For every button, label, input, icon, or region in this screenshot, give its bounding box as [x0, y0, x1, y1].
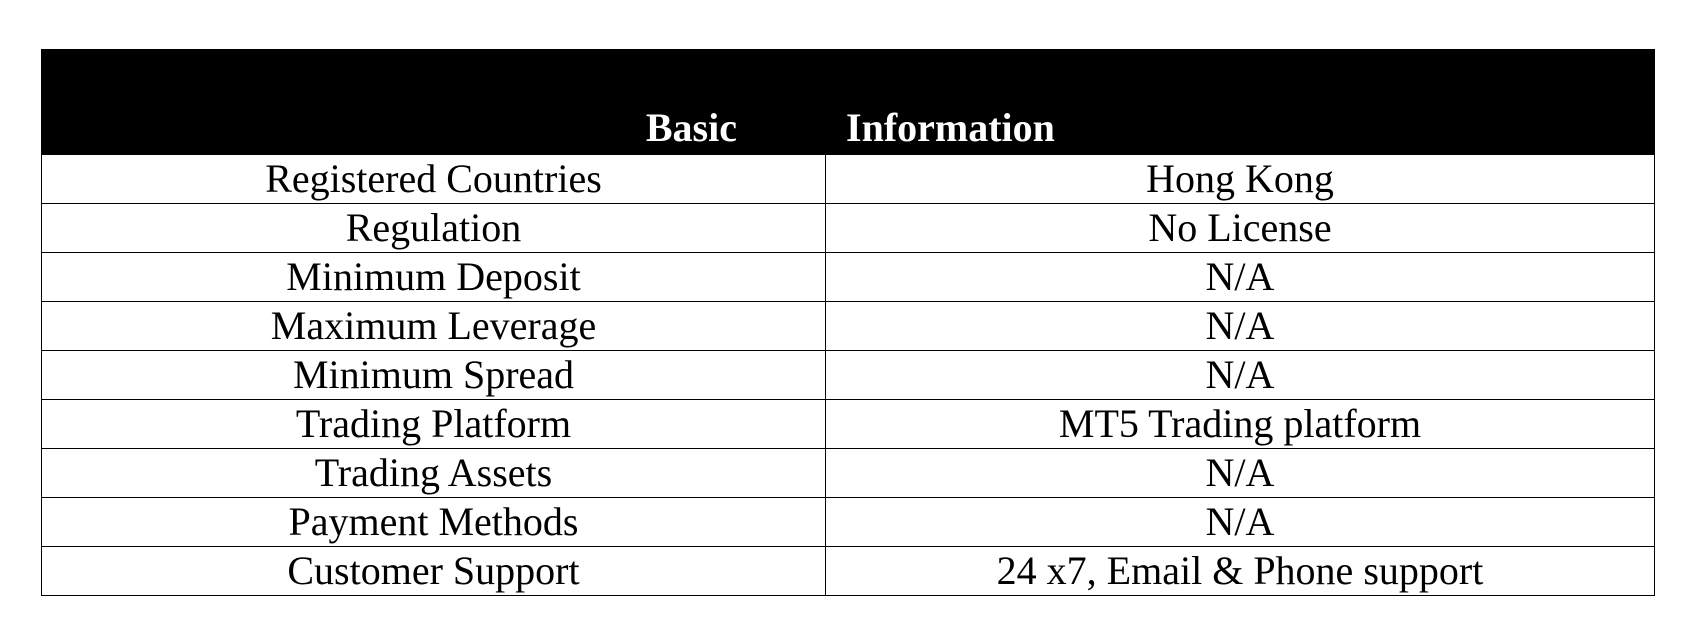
table-body	[42, 155, 1655, 596]
header-row	[42, 50, 1655, 155]
table-row	[42, 351, 1655, 400]
row-value: N/A	[826, 302, 1655, 351]
table-row	[42, 547, 1655, 596]
table-row	[42, 400, 1655, 449]
table-row	[42, 449, 1655, 498]
row-label: Minimum Spread	[42, 351, 826, 400]
row-label: Minimum Deposit	[42, 253, 826, 302]
row-value: N/A	[826, 449, 1655, 498]
table-row	[42, 302, 1655, 351]
row-label: Regulation	[42, 204, 826, 253]
header-cell-basic: Basic	[42, 50, 826, 155]
row-value: N/A	[826, 498, 1655, 547]
table-row	[42, 155, 1655, 204]
table-header	[42, 50, 1655, 155]
row-label: Payment Methods	[42, 498, 826, 547]
table-row	[42, 498, 1655, 547]
row-value: No License	[826, 204, 1655, 253]
row-value: N/A	[826, 351, 1655, 400]
row-label: Customer Support	[42, 547, 826, 596]
basic-information-table	[41, 49, 1654, 596]
info-table	[41, 49, 1655, 596]
row-value: Hong Kong	[826, 155, 1655, 204]
header-cell-information: Information	[826, 50, 1655, 155]
row-label: Trading Platform	[42, 400, 826, 449]
row-value: 24 x7, Email & Phone support	[826, 547, 1655, 596]
table-row	[42, 253, 1655, 302]
row-label: Registered Countries	[42, 155, 826, 204]
row-value: N/A	[826, 253, 1655, 302]
row-label: Maximum Leverage	[42, 302, 826, 351]
row-value: MT5 Trading platform	[826, 400, 1655, 449]
table-row	[42, 204, 1655, 253]
row-label: Trading Assets	[42, 449, 826, 498]
